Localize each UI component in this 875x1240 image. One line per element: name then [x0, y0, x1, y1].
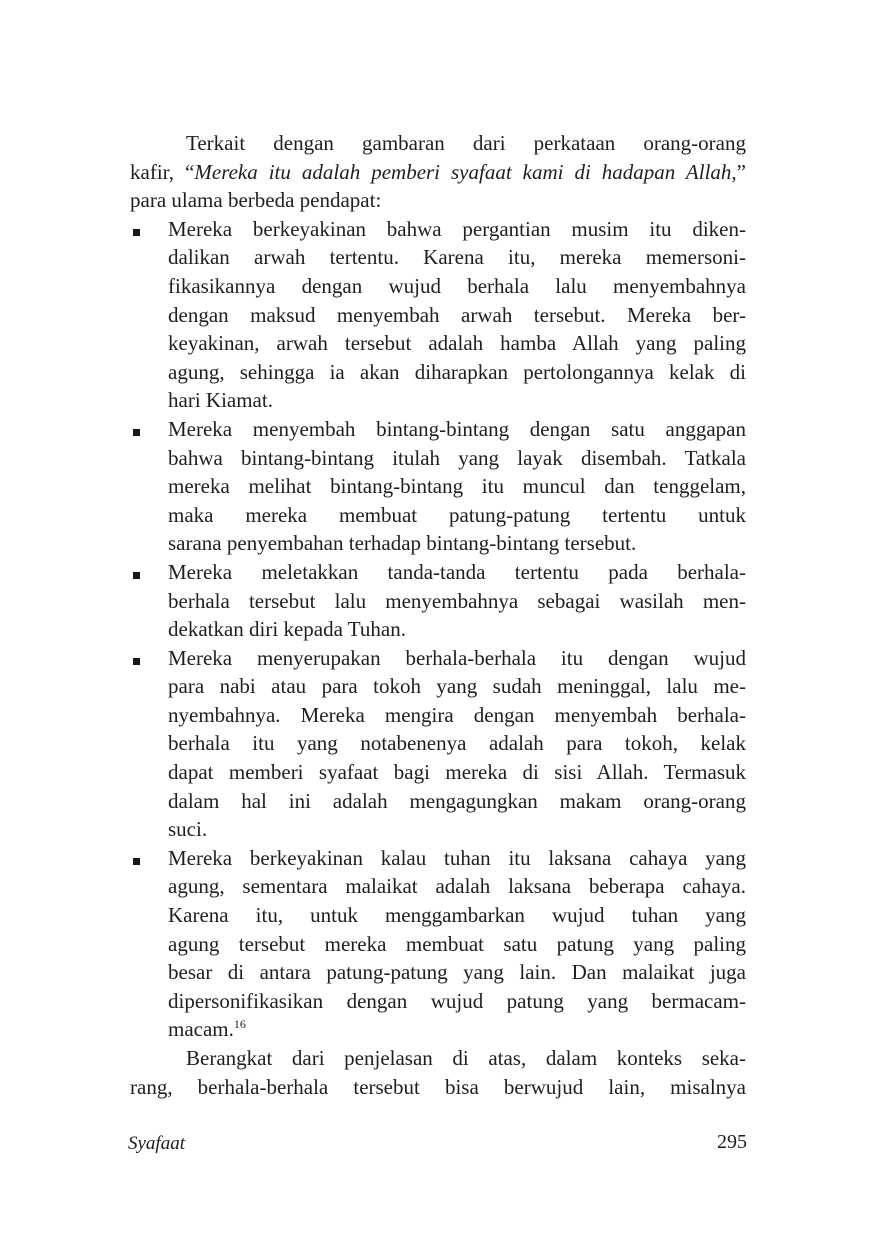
paragraph — [130, 129, 746, 215]
bullet-marker — [130, 558, 168, 644]
text-line — [168, 1015, 746, 1044]
text-segment: dengan maksud menyembah arwah tersebut. Mereka ber- — [168, 302, 746, 327]
page-body — [130, 129, 746, 1101]
bullet-item — [130, 844, 746, 1044]
bullet-item — [130, 215, 746, 415]
text-segment: berhala tersebut lalu menyembahnya sebagai wasilah men- — [168, 588, 746, 613]
text-line — [168, 558, 746, 587]
text-segment: bahwa bintang-bintang itulah yang layak disembah. Tatkala — [168, 445, 746, 470]
text-segment: Berangkat dari penjelasan di atas, dalam konteks seka- — [186, 1046, 746, 1070]
text-segment: besar di antara patung-patung yang lain. Dan malaikat juga — [168, 960, 746, 985]
text-line — [168, 987, 746, 1016]
text-line — [168, 329, 746, 358]
text-segment: sarana penyembahan terhadap bintang-bintang tersebut. — [168, 531, 637, 556]
text-line — [168, 472, 746, 501]
bullet-item — [130, 558, 746, 644]
black-square-bullet-icon — [133, 658, 140, 665]
text-segment: rang, berhala-berhala tersebut bisa berwujud lain, misalnya — [130, 1074, 746, 1099]
text-segment: Mereka menyerupakan berhala-berhala itu dengan wujud — [168, 645, 746, 670]
text-line — [168, 301, 746, 330]
text-line — [168, 415, 746, 444]
bullet-text — [168, 644, 746, 844]
text-line — [168, 815, 746, 844]
page-number: 295 — [717, 1131, 747, 1153]
text-line — [168, 787, 746, 816]
text-segment: para nabi atau para tokoh yang sudah meninggal, lalu me- — [168, 674, 746, 699]
bullet-item — [130, 644, 746, 844]
text-segment: maka mereka membuat patung-patung tertentu untuk — [168, 502, 746, 527]
text-segment: para ulama berbeda pendapat: — [130, 188, 382, 213]
text-line — [168, 644, 746, 673]
text-segment: ,” — [731, 159, 746, 184]
text-segment: dipersonifikasikan dengan wujud patung yang bermacam- — [168, 988, 746, 1013]
text-line — [168, 501, 746, 530]
text-line — [168, 272, 746, 301]
text-segment: Mereka menyembah bintang-bintang dengan satu anggapan — [168, 416, 746, 441]
bullet-text — [168, 844, 746, 1044]
text-segment: agung tersebut mereka membuat satu patung yang paling — [168, 931, 746, 956]
black-square-bullet-icon — [133, 572, 140, 579]
text-segment: suci. — [168, 817, 208, 842]
footnote-reference: 16 — [233, 1017, 246, 1032]
text-segment: agung, sementara malaikat adalah laksana beberapa cahaya. — [168, 874, 746, 899]
text-segment: dekatkan diri kepada Tuhan. — [168, 617, 406, 642]
bullet-marker — [130, 644, 168, 844]
text-line — [168, 587, 746, 616]
paragraph — [130, 1044, 746, 1101]
text-line — [168, 444, 746, 473]
black-square-bullet-icon — [133, 858, 140, 865]
black-square-bullet-icon — [133, 229, 140, 236]
bullet-text — [168, 215, 746, 415]
text-segment: Mereka berkeyakinan bahwa pergantian musim itu diken- — [168, 216, 746, 241]
text-segment: nyembahnya. Mereka mengira dengan menyembah berhala- — [168, 702, 746, 727]
text-segment: Terkait dengan gambaran dari perkataan orang-orang — [186, 131, 746, 155]
text-segment: berhala itu yang notabenenya adalah para tokoh, kelak — [168, 731, 746, 756]
text-line — [168, 215, 746, 244]
text-segment: mereka melihat bintang-bintang itu muncul dan tenggelam, — [168, 474, 746, 499]
text-line — [168, 529, 746, 558]
text-line — [168, 615, 746, 644]
bullet-item — [130, 415, 746, 558]
text-line — [168, 358, 746, 387]
text-segment: agung, sehingga ia akan diharapkan pertolongannya kelak di — [168, 359, 746, 384]
black-square-bullet-icon — [133, 429, 140, 436]
text-line — [130, 186, 746, 215]
text-segment: dapat memberi syafaat bagi mereka di sisi Allah. Termasuk — [168, 760, 746, 785]
text-line — [168, 729, 746, 758]
text-segment: kafir, “ — [130, 159, 195, 184]
text-line — [168, 758, 746, 787]
bullet-marker — [130, 844, 168, 1044]
text-line — [168, 672, 746, 701]
text-segment: dalam hal ini adalah mengagungkan makam orang-orang — [168, 788, 746, 813]
text-line — [168, 872, 746, 901]
text-segment: Karena itu, untuk menggambarkan wujud tuhan yang — [168, 903, 746, 928]
text-line — [130, 129, 746, 158]
text-line — [168, 386, 746, 415]
text-line — [168, 930, 746, 959]
running-title: Syafaat — [128, 1133, 185, 1154]
text-line — [130, 1073, 746, 1102]
text-line — [168, 958, 746, 987]
text-line — [168, 701, 746, 730]
bullet-text — [168, 558, 746, 644]
text-segment: Mereka itu adalah pemberi syafaat kami di hadapan Allah — [194, 159, 732, 184]
text-segment: hari Kiamat. — [168, 388, 273, 413]
bullet-text — [168, 415, 746, 558]
text-line — [130, 158, 746, 187]
text-line — [168, 901, 746, 930]
text-segment: Mereka berkeyakinan kalau tuhan itu laksana cahaya yang — [168, 845, 746, 870]
bullet-marker — [130, 415, 168, 558]
bullet-marker — [130, 215, 168, 415]
text-segment: dalikan arwah tertentu. Karena itu, mereka memersoni- — [168, 245, 746, 270]
text-line — [130, 1044, 746, 1073]
text-segment: Mereka meletakkan tanda-tanda tertentu pada berhala- — [168, 559, 746, 584]
text-segment: macam. — [168, 1017, 234, 1042]
text-line — [168, 243, 746, 272]
text-line — [168, 844, 746, 873]
text-segment: fikasikannya dengan wujud berhala lalu menyembahnya — [168, 273, 746, 298]
text-segment: keyakinan, arwah tersebut adalah hamba Allah yang paling — [168, 331, 746, 356]
